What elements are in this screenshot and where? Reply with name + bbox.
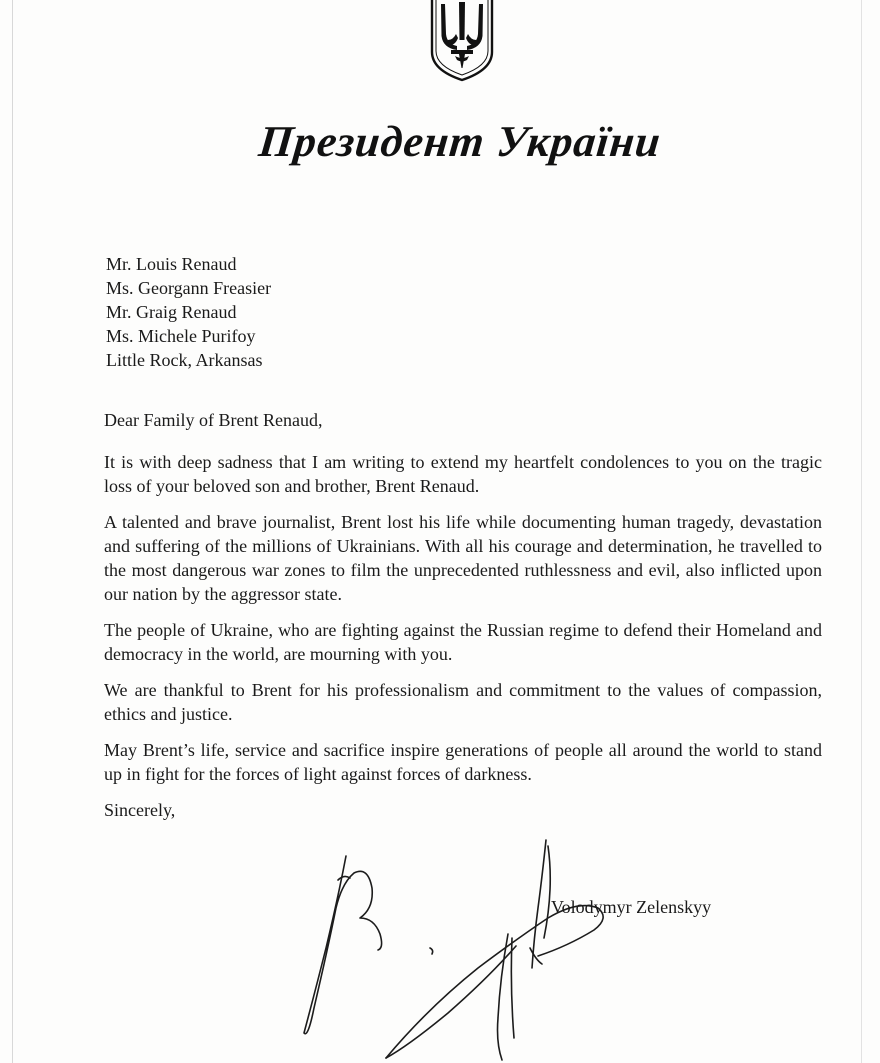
letter-body — [104, 408, 822, 840]
paragraph-ukraine-mourning: The people of Ukraine, who are fighting against the Russian regime to defend their Homeland and democracy in the world, are mourning with you. — [104, 620, 822, 664]
paragraph-condolences: It is with deep sadness that I am writing to extend my heartfelt condolences to you on the tragic loss of your beloved son and brother, Brent Renaud. — [104, 452, 822, 496]
recipient-line: Mr. Graig Renaud — [106, 302, 237, 322]
handwritten-signature — [298, 838, 628, 1063]
paragraph-thanks: We are thankful to Brent for his professionalism and commitment to the values of compassion, ethics and justice. — [104, 680, 822, 724]
recipient-address-block — [106, 252, 271, 372]
paragraph-inspiration: May Brent’s life, service and sacrifice inspire generations of people all around the world to stand up in fight for the forces of light against forces of darkness. — [104, 740, 822, 784]
recipient-line: Ms. Michele Purifoy — [106, 326, 256, 346]
trident-emblem-icon — [429, 0, 495, 82]
paragraph-journalist: A talented and brave journalist, Brent lost his life while documenting human tragedy, devastation and suffering of the millions of Ukrainians. With all his courage and determination, he travelled to the most dangerous war zones to film the unprecedented ruthlessness and evil, also inflicted upon our nation by the aggressor state. — [104, 512, 822, 604]
recipient-location: Little Rock, Arkansas — [106, 350, 263, 370]
letterhead-title: Президент України — [256, 117, 664, 166]
salutation: Dear Family of Brent Renaud, — [104, 410, 323, 430]
signer-name: Volodymyr Zelenskyy — [551, 897, 712, 917]
closing: Sincerely, — [104, 800, 176, 820]
recipient-line: Ms. Georgann Freasier — [106, 278, 272, 298]
recipient-line: Mr. Louis Renaud — [106, 254, 237, 274]
